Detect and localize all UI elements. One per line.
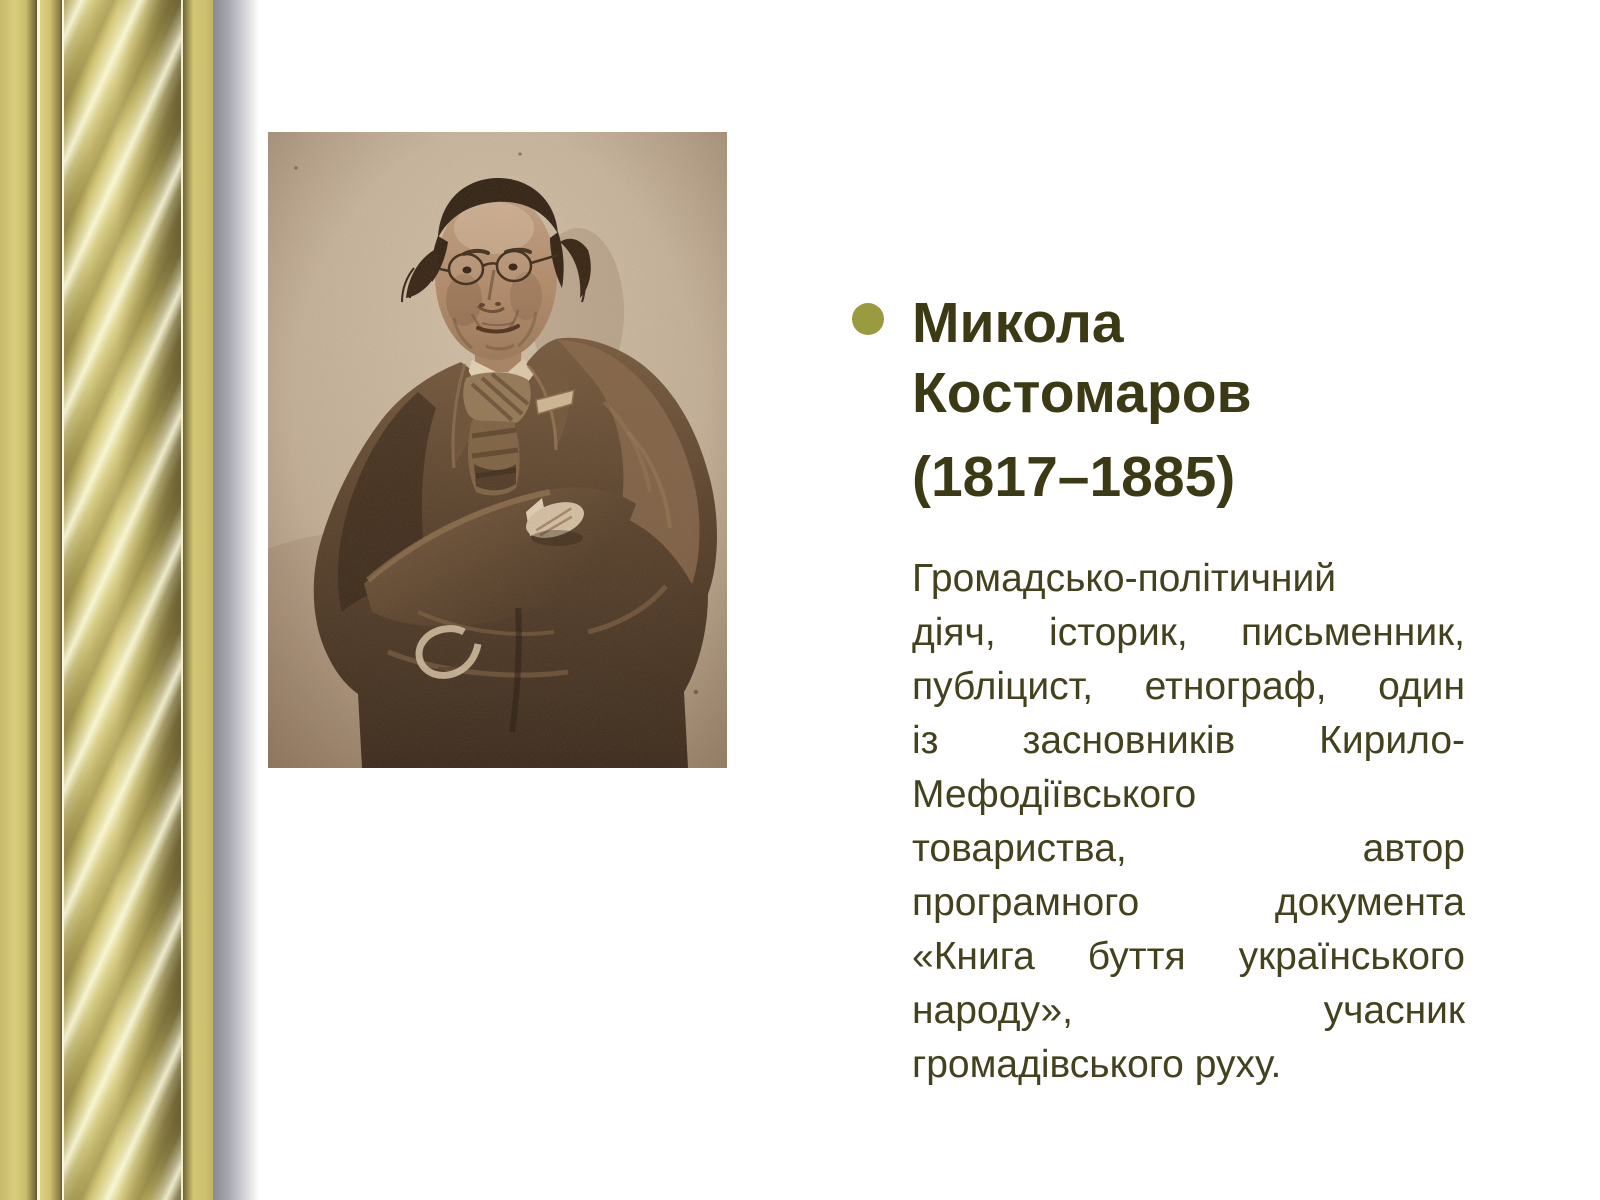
border-outer-column (0, 0, 37, 1200)
body-text-line: народу», учасник (912, 989, 1465, 1032)
portrait-photo (268, 132, 727, 768)
body-text (912, 552, 1465, 1092)
slide-title (912, 288, 1512, 428)
border-inner-column (40, 0, 62, 1200)
body-text-line: товариства, автор (912, 827, 1465, 870)
body-text-line: «Книга буття українського (912, 935, 1465, 978)
body-text-line: публіцист, етнограф, один (912, 665, 1465, 708)
decorative-gold-border (0, 0, 213, 1200)
border-rope-column (64, 0, 181, 1200)
border-edge-column (183, 0, 213, 1200)
body-text-line: діяч, історик, письменник, (912, 611, 1465, 654)
photo-vignette (268, 132, 727, 768)
body-text-line: із засновників Кирило- (912, 719, 1465, 762)
body-text-line: Громадсько-політичний (912, 557, 1337, 600)
body-text-line: громадівського руху. (912, 1043, 1282, 1086)
slide-title-years: (1817–1885) (912, 445, 1236, 509)
portrait-image (268, 132, 727, 768)
body-text-line: Мефодіївського (912, 773, 1197, 816)
slide-title-line: Микола (912, 291, 1124, 355)
border-drop-shadow (213, 0, 259, 1200)
body-text-line: програмного документа (912, 881, 1465, 924)
slide-title-line: Костомаров (912, 361, 1252, 425)
bullet-marker (852, 303, 884, 335)
